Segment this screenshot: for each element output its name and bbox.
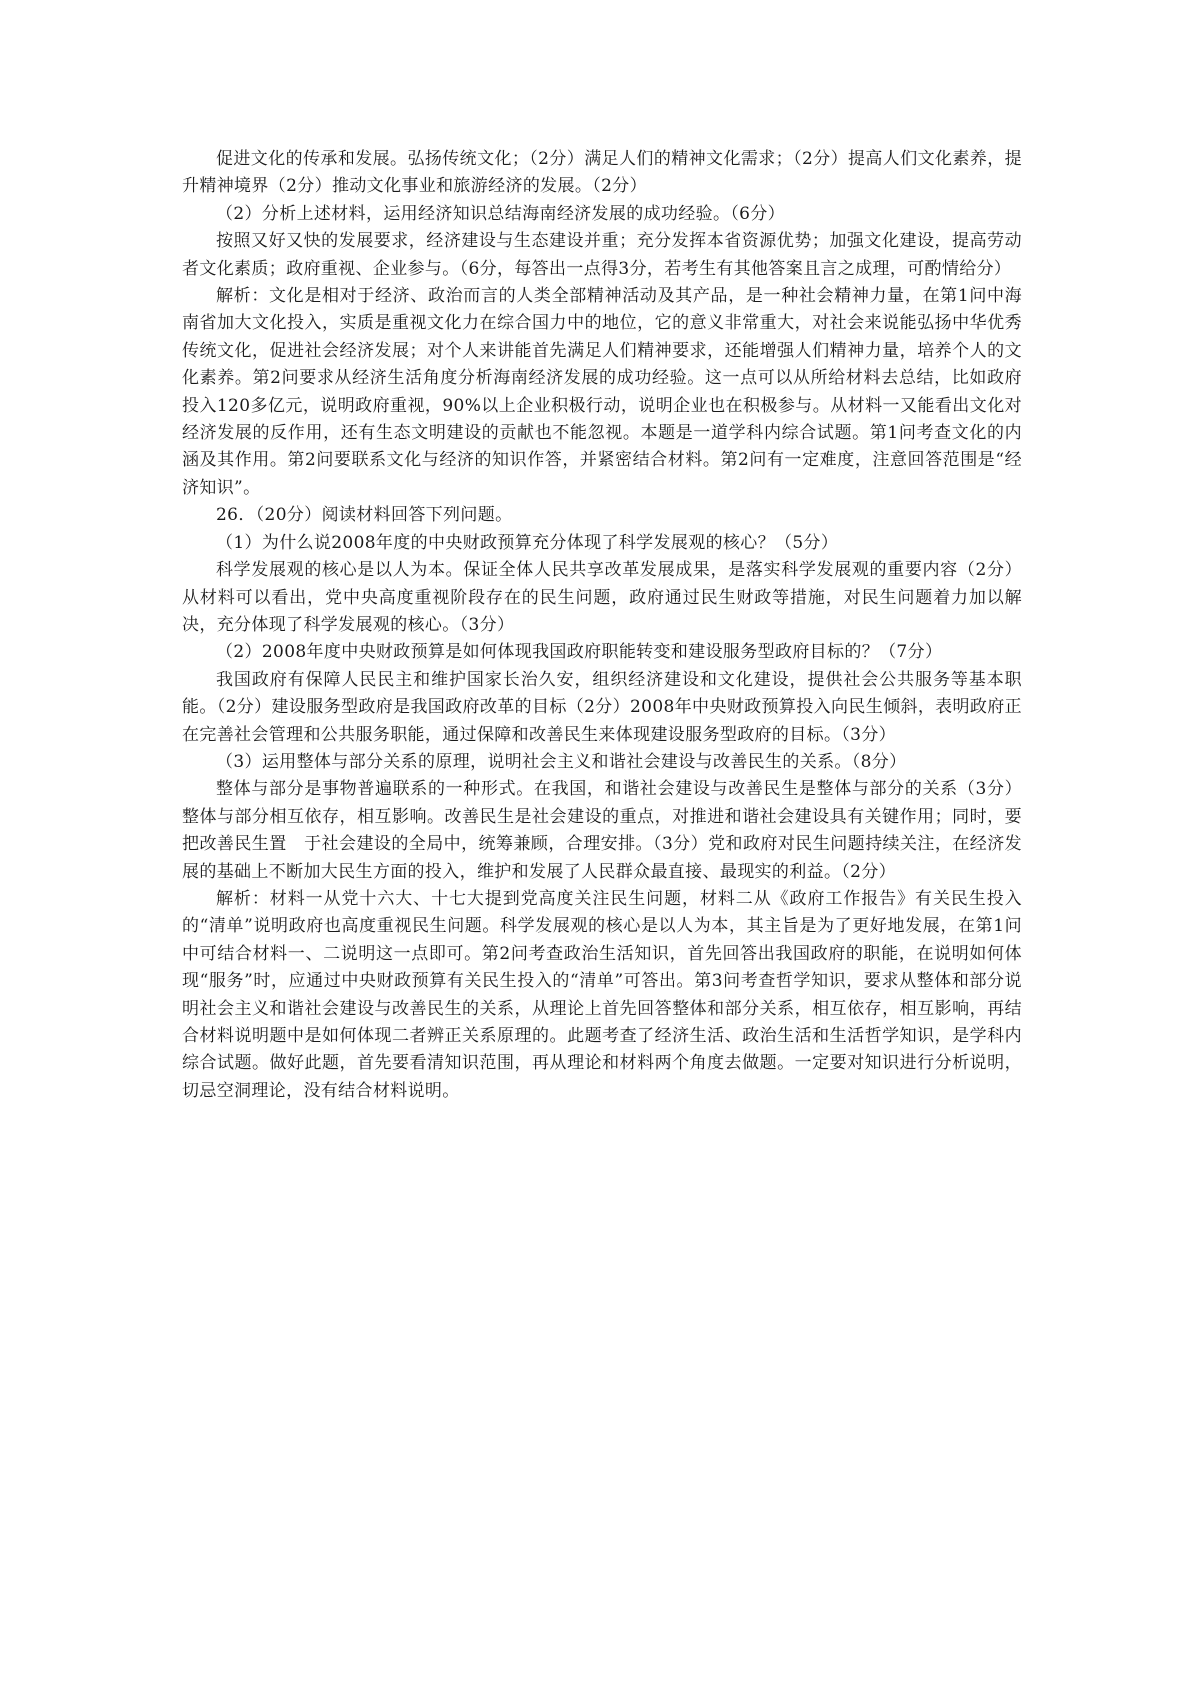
document-page: [182, 146, 1022, 1105]
analysis-paragraph-1: 解析：文化是相对于经济、政治而言的人类全部精神活动及其产品，是一种社会精神力量，在第1问中海南省加大文化投入，实质是重视文化力在综合国力中的地位，它的意义非常重大，对社会来说能弘扬中华优秀传统文化，促进社会经济发展；对个人来讲能首先满足人们精神要求，还能增强人们精神力量，培养个人的文化素养。第2问要求从经济生活角度分析海南经济发展的成功经验。这一点可以从所给材料去总结，比如政府投入120多亿元，说明政府重视，90%以上企业积极行动，说明企业也在积极参与。从材料一又能看出文化对经济发展的反作用，还有生态文明建设的贡献也不能忽视。本题是一道学科内综合试题。第1问考查文化的内涵及其作用。第2问要联系文化与经济的知识作答，并紧密结合材料。第2问有一定难度，注意回答范围是“经济知识”。: [182, 286, 1022, 498]
question-26-heading: 26．（20分）阅读材料回答下列问题。: [216, 505, 513, 526]
answer-26-1: 科学发展观的核心是以人为本。保证全体人民共享改革发展成果，是落实科学发展观的重要内容（2分）从材料可以看出，党中央高度重视阶段存在的民生问题，政府通过民生财政等措施，对民生问题着力加以解决，充分体现了科学发展观的核心。（3分）: [182, 560, 1022, 635]
analysis-paragraph-26: 解析：材料一从党十六大、十七大提到党高度关注民生问题，材料二从《政府工作报告》有关民生投入的“清单”说明政府也高度重视民生问题。科学发展观的核心是以人为本，其主旨是为了更好地发展，在第1问中可结合材料一、二说明这一点即可。第2问考查政治生活知识，首先回答出我国政府的职能，在说明如何体现“服务”时，应通过中央财政预算有关民生投入的“清单”可答出。第3问考查哲学知识，要求从整体和部分说明社会主义和谐社会建设与改善民生的关系，从理论上首先回答整体和部分关系，相互依存，相互影响，再结合材料说明题中是如何体现二者辨正关系原理的。此题考查了经济生活、政治生活和生活哲学知识，是学科内综合试题。做好此题，首先要看清知识范围，再从理论和材料两个角度去做题。一定要对知识进行分析说明，切忌空洞理论，没有结合材料说明。: [182, 888, 1022, 1101]
answer-26-2: 我国政府有保障人民民主和维护国家长治久安，组织经济建设和文化建设，提供社会公共服务等基本职能。（2分）建设服务型政府是我国政府改革的目标（2分）2008年中央财政预算投入向民生倾斜，表明政府正在完善社会管理和公共服务职能，通过保障和改善民生来体现建设服务型政府的目标。（3分）: [182, 669, 1022, 745]
answer-paragraph-economy: 按照又好又快的发展要求，经济建设与生态建设并重；充分发挥本省资源优势；加强文化建设，提高劳动者文化素质；政府重视、企业参与。（6分，每答出一点得3分，若考生有其他答案且言之成理，可酌情给分）: [182, 231, 1022, 279]
question-26-1: （1）为什么说2008年度的中央财政预算充分体现了科学发展观的核心？（5分）: [216, 532, 839, 553]
question-2-heading: （2）分析上述材料，运用经济知识总结海南经济发展的成功经验。（6分）: [216, 203, 786, 224]
answer-26-3: 整体与部分是事物普遍联系的一种形式。在我国，和谐社会建设与改善民生是整体与部分的关系（3分）整体与部分相互依存，相互影响。改善民生是社会建设的重点，对推进和谐社会建设具有关键作用；同时，要把改善民生置 于社会建设的全局中，统筹兼顾，合理安排。（3分）党和政府对民生问题持续关注，在经济发展的基础上不断加大民生方面的投入，维护和发展了人民群众最直接、最现实的利益。（2分）: [182, 779, 1022, 882]
question-26-3: （3）运用整体与部分关系的原理，说明社会主义和谐社会建设与改善民生的关系。（8分）: [216, 751, 907, 772]
question-26-2: （2）2008年度中央财政预算是如何体现我国政府职能转变和建设服务型政府目标的？（7分）: [216, 642, 943, 663]
answer-paragraph-culture: 促进文化的传承和发展。弘扬传统文化；（2分）满足人们的精神文化需求；（2分）提高人们文化素养，提升精神境界（2分）推动文化事业和旅游经济的发展。（2分）: [182, 149, 1022, 197]
